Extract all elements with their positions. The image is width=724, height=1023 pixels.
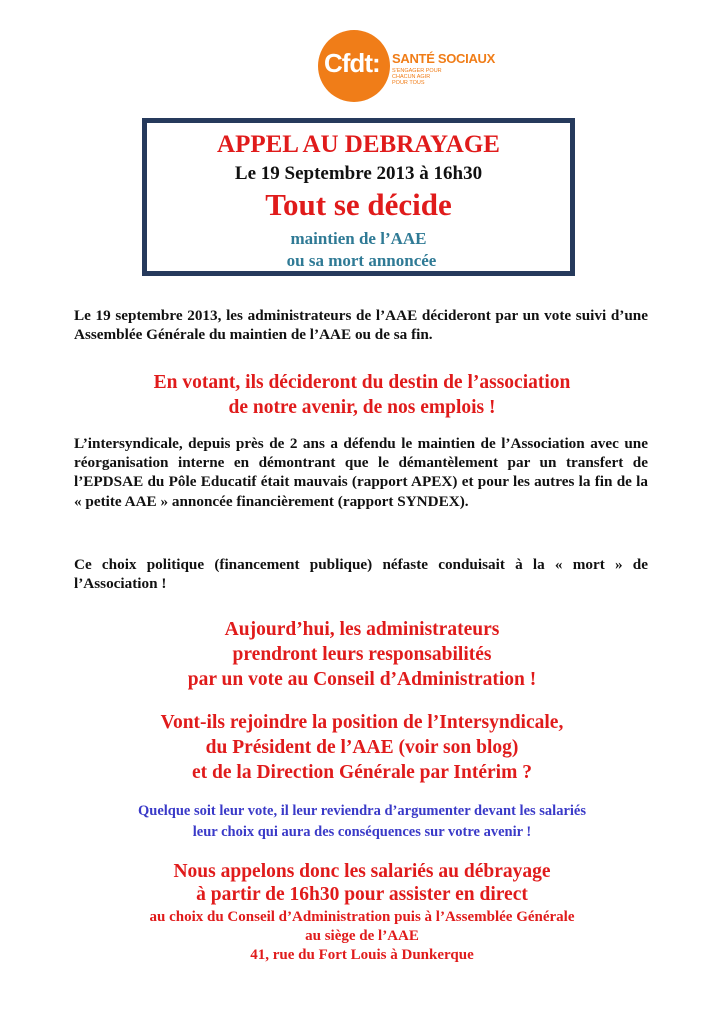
- call-details: [60, 908, 664, 965]
- political-choice-paragraph: Ce choix politique (financement publique) néfaste conduisait à la « mort » de l’Association !: [74, 556, 648, 593]
- red-question-line: Vont-ils rejoindre la position de l’Intersyndicale,: [160, 712, 564, 733]
- call-detail-line: 41, rue du Fort Louis à Dunkerque: [250, 947, 474, 963]
- event-date: Le 19 Septembre 2013 à 16h30: [234, 163, 483, 184]
- blue-note: [60, 801, 664, 843]
- red-statement-1-line: de notre avenir, de nos emplois !: [228, 397, 496, 418]
- header-box: [142, 118, 575, 276]
- headline: Tout se décide: [265, 187, 452, 222]
- red-statement-2-line: prendront leurs responsabilités: [232, 644, 492, 665]
- blue-note-line: Quelque soit leur vote, il leur reviendra d’argumenter devant les salariés: [138, 803, 586, 819]
- call-line: à partir de 16h30 pour assister en direct: [196, 884, 528, 905]
- subheadline-2: ou sa mort annoncée: [286, 251, 437, 270]
- red-statement-1-line: En votant, ils décideront du destin de l’association: [153, 372, 571, 393]
- red-statement-2-line: par un vote au Conseil d’Administration !: [187, 669, 537, 690]
- red-statement-2: [60, 617, 664, 692]
- logo-tagline: S'ENGAGER POUR CHACUN AGIR POUR TOUS: [392, 68, 442, 86]
- call-to-action: [60, 860, 664, 906]
- red-statement-1: [60, 370, 664, 420]
- red-question-line: et de la Direction Générale par Intérim ?: [192, 762, 532, 783]
- cfdt-logo: [318, 30, 496, 102]
- call-line: Nous appelons donc les salariés au débrayage: [173, 861, 551, 882]
- call-detail-line: au choix du Conseil d’Administration puis à l’Assemblée Générale: [149, 909, 575, 925]
- red-question-line: du Président de l’AAE (voir son blog): [205, 737, 519, 758]
- subheadline-1: maintien de l’AAE: [290, 229, 427, 248]
- intersyndicale-paragraph: L’intersyndicale, depuis près de 2 ans a défendu le maintien de l’Association avec une réorganisation interne en démontrant que le démantèlement par un transfert de l’EPDSAE du Pôle Educatif était mauvais (rapport APEX) et pour les autres la fin de la « petite AAE » annoncée financièrement (rapport SYNDEX).: [74, 435, 648, 510]
- logo-subtitle: SANTÉ SOCIAUX: [392, 51, 496, 66]
- blue-note-line: leur choix qui aura des conséquences sur votre avenir !: [192, 824, 532, 840]
- red-question: [60, 710, 664, 785]
- page-title: APPEL AU DEBRAYAGE: [217, 131, 500, 158]
- intro-paragraph: Le 19 septembre 2013, les administrateurs de l’AAE décideront par un vote suivi d’une Assemblée Générale du maintien de l’AAE ou de sa fin.: [74, 307, 648, 344]
- red-statement-2-line: Aujourd’hui, les administrateurs: [224, 619, 500, 640]
- call-detail-line: au siège de l’AAE: [305, 928, 419, 944]
- logo-brand: Cfdt:: [324, 48, 380, 78]
